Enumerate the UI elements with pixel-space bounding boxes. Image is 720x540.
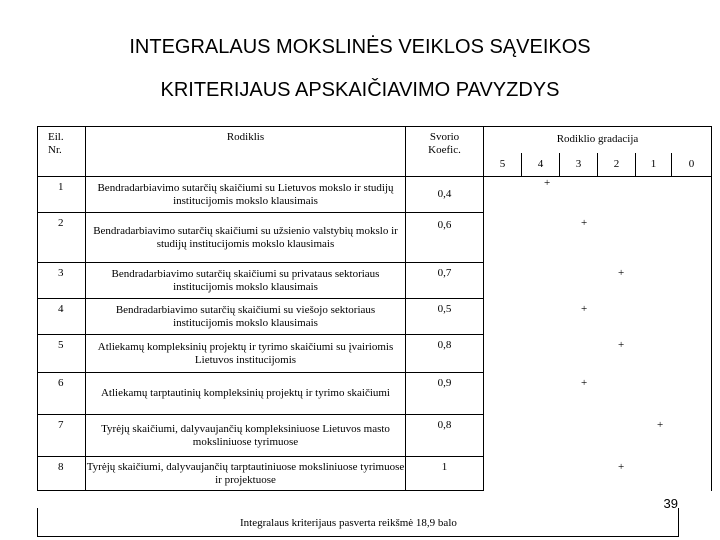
header-gradacija: Rodiklio gradacija: [484, 127, 712, 153]
plus-mark: +: [581, 216, 588, 229]
row-mark: [484, 415, 712, 457]
row-nr: 7: [38, 415, 86, 457]
row-koef: 0,4: [406, 177, 484, 213]
plus-mark: +: [544, 177, 551, 189]
header-svorio-label: Svorio Koefic.: [428, 131, 461, 156]
row-nr: 2: [38, 213, 86, 263]
row-nr: 8: [38, 457, 86, 491]
page-number: 39: [663, 496, 678, 511]
header-nr: [38, 127, 86, 177]
row-mark: [484, 263, 712, 299]
row-koef: 0,9: [406, 373, 484, 415]
table-row: [38, 177, 712, 213]
slide-title-line-2: KRITERIJAUS APSKAIČIAVIMO PAVYZDYS: [160, 79, 560, 101]
plus-mark: +: [618, 460, 625, 473]
row-rodiklis: Bendradarbiavimo sutarčių skaičiumi su viešojo sektoriaus institucijomis mokslo klausimais: [86, 299, 406, 335]
row-mark: [484, 335, 712, 373]
row-rodiklis: Bendradarbiavimo sutarčių skaičiumi su Lietuvos mokslo ir studijų institucijomis mokslo klausimais: [86, 177, 406, 213]
row-rodiklis: Tyrėjų skaičiumi, dalyvaujančių tarptautiniuose moksliniuose tyrimuose ir projektuose: [86, 457, 406, 491]
row-rodiklis: Tyrėjų skaičiumi, dalyvaujančių kompleksiniuose Lietuvos masto moksliniuose tyrimuose: [86, 415, 406, 457]
row-rodiklis: Atliekamų tarptautinių kompleksinių projektų ir tyrimo skaičiumi: [86, 373, 406, 415]
grade-3: 3: [560, 153, 598, 177]
row-rodiklis: Bendradarbiavimo sutarčių skaičiumi su užsienio valstybių mokslo ir studijų institucijomis mokslo klausimais: [86, 213, 406, 263]
row-mark: [484, 457, 712, 491]
row-rodiklis: Bendradarbiavimo sutarčių skaičiumi su privataus sektoriaus institucijomis mokslo klausimais: [86, 263, 406, 299]
row-koef: 0,5: [406, 299, 484, 335]
header-nr-label: Eil. Nr.: [48, 131, 64, 156]
row-nr: 4: [38, 299, 86, 335]
row-koef: 0,8: [406, 415, 484, 457]
row-nr: 1: [38, 177, 86, 213]
row-nr: 6: [38, 373, 86, 415]
grade-2: 2: [598, 153, 636, 177]
grade-4: 4: [522, 153, 560, 177]
plus-mark: +: [581, 302, 588, 315]
table-row: [38, 457, 712, 491]
grade-5: 5: [484, 153, 522, 177]
table-row: [38, 299, 712, 335]
row-rodiklis: Atliekamų kompleksinių projektų ir tyrimo skaičiumi su įvairiomis Lietuvos institucijomis: [86, 335, 406, 373]
row-koef: 0,6: [406, 213, 484, 263]
row-mark: [484, 299, 712, 335]
plus-mark: +: [618, 266, 625, 279]
table-row: [38, 415, 712, 457]
grade-0: 0: [672, 153, 712, 177]
table-row: [38, 263, 712, 299]
table-row: [38, 335, 712, 373]
header-rodiklis: Rodiklis: [86, 127, 406, 177]
plus-mark: +: [581, 376, 588, 389]
row-mark: [484, 177, 712, 213]
header-svorio: [406, 127, 484, 177]
table-row: [38, 373, 712, 415]
slide-title-line-1: INTEGRALAUS MOKSLINĖS VEIKLOS SĄVEIKOS: [129, 36, 591, 58]
row-nr: 3: [38, 263, 86, 299]
plus-mark: +: [618, 338, 625, 351]
criteria-table: [37, 126, 712, 513]
row-nr: 5: [38, 335, 86, 373]
footer-total: Integralaus kriterijaus pasverta reikšmė 18,9 balo: [240, 517, 457, 529]
row-koef: 0,8: [406, 335, 484, 373]
row-koef: 0,7: [406, 263, 484, 299]
row-koef: 1: [406, 457, 484, 491]
row-mark: [484, 373, 712, 415]
plus-mark: +: [657, 418, 664, 431]
row-mark: [484, 213, 712, 263]
table-row: [38, 213, 712, 263]
grade-1: 1: [636, 153, 672, 177]
